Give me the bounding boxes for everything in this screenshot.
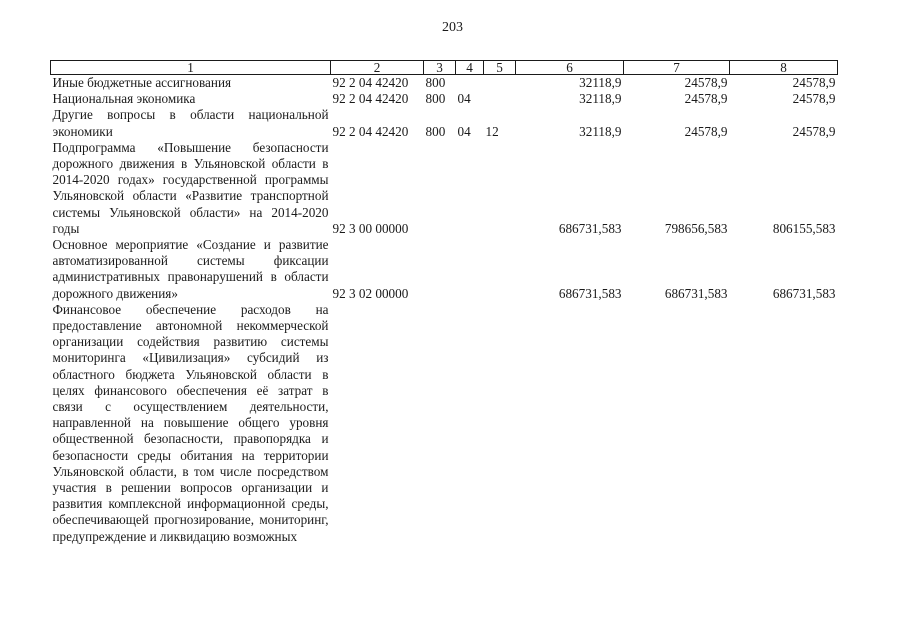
table-row <box>51 140 838 237</box>
target-article-code: 92 2 04 42420 <box>332 123 409 139</box>
column-header: 2 <box>331 61 424 75</box>
table-row <box>51 91 838 107</box>
amount-year-1: 32118,9 <box>579 123 622 139</box>
section-code: 04 <box>457 91 471 107</box>
amount-year-2: 686731,583 <box>664 285 728 301</box>
column-header: 8 <box>730 61 838 75</box>
row-name: Финансовое обеспечение расходов на предоставление автономной некоммерческой организации содействия развитию системы мониторинга «Цивилизация» субсидий из областного бюджета Ульяновской области в целях финансового обеспечения её затрат в связи с осуществлением деятельности, направленной на повышение общего уровня общественной безопасности, правопорядка и безопасности среды обитания на территории Ульяновской области, в том числе посредством участия в решении вопросов организации и развития комплексной информационной среды, обеспечивающей прогнозирование, мониторинг, предупреждение и ликвидацию возможных <box>52 301 329 544</box>
target-article-code: 92 2 04 42420 <box>332 75 409 90</box>
row-name: Иные бюджетные ассигнования <box>52 75 232 90</box>
column-header: 3 <box>424 61 456 75</box>
amount-year-3: 686731,583 <box>772 285 836 301</box>
amount-year-1 <box>516 302 624 545</box>
expense-type-code <box>424 302 456 545</box>
table-row <box>51 75 838 92</box>
amount-year-3: 806155,583 <box>772 220 836 236</box>
section-code <box>456 75 484 92</box>
amount-year-1: 32118,9 <box>579 75 622 90</box>
amount-year-2: 24578,9 <box>684 75 728 90</box>
row-name: Подпрограмма «Повышение безопасности дорожного движения в Ульяновской области в 2014-2020 годах» государственной программы Ульяновской области «Развитие транспортной системы Ульяновской области» на 2014-2020 годы <box>52 139 329 236</box>
subsection-code <box>484 237 516 302</box>
target-article-code: 92 3 00 00000 <box>332 220 409 236</box>
column-header: 7 <box>624 61 730 75</box>
amount-year-3: 24578,9 <box>792 123 836 139</box>
target-article-code <box>331 302 424 545</box>
column-header: 1 <box>51 61 331 75</box>
column-header: 6 <box>516 61 624 75</box>
column-header: 5 <box>484 61 516 75</box>
section-code: 04 <box>457 123 471 139</box>
expense-type-code <box>424 237 456 302</box>
expense-type-code: 800 <box>425 123 446 139</box>
amount-year-3 <box>730 302 838 545</box>
amount-year-3: 24578,9 <box>792 75 836 90</box>
amount-year-3: 24578,9 <box>792 91 836 107</box>
subsection-code: 12 <box>485 123 499 139</box>
budget-table <box>50 60 838 545</box>
subsection-code <box>484 302 516 545</box>
amount-year-1: 32118,9 <box>579 91 622 107</box>
row-name: Основное мероприятие «Создание и развитие автоматизированной системы фиксации административных правонарушений в области дорожного движения» <box>52 237 329 301</box>
amount-year-1: 686731,583 <box>558 220 622 236</box>
subsection-code <box>484 91 516 107</box>
subsection-code <box>484 75 516 92</box>
amount-year-2: 24578,9 <box>684 91 728 107</box>
expense-type-code: 800 <box>425 91 446 107</box>
row-name: Национальная экономика <box>52 91 196 107</box>
expense-type-code: 800 <box>425 75 446 90</box>
subsection-code <box>484 140 516 237</box>
table-row <box>51 302 838 545</box>
page-number: 203 <box>442 20 463 35</box>
target-article-code: 92 2 04 42420 <box>332 91 409 107</box>
column-header: 4 <box>456 61 484 75</box>
section-code <box>456 140 484 237</box>
expense-type-code <box>424 140 456 237</box>
target-article-code: 92 3 02 00000 <box>332 285 409 301</box>
section-code <box>456 237 484 302</box>
amount-year-1: 686731,583 <box>558 285 622 301</box>
row-name: Другие вопросы в области национальной экономики <box>52 107 329 139</box>
table-row <box>51 107 838 139</box>
amount-year-2 <box>624 302 730 545</box>
table-header-row <box>51 61 838 75</box>
amount-year-2: 798656,583 <box>664 220 728 236</box>
section-code <box>456 302 484 545</box>
table-row <box>51 237 838 302</box>
amount-year-2: 24578,9 <box>684 123 728 139</box>
